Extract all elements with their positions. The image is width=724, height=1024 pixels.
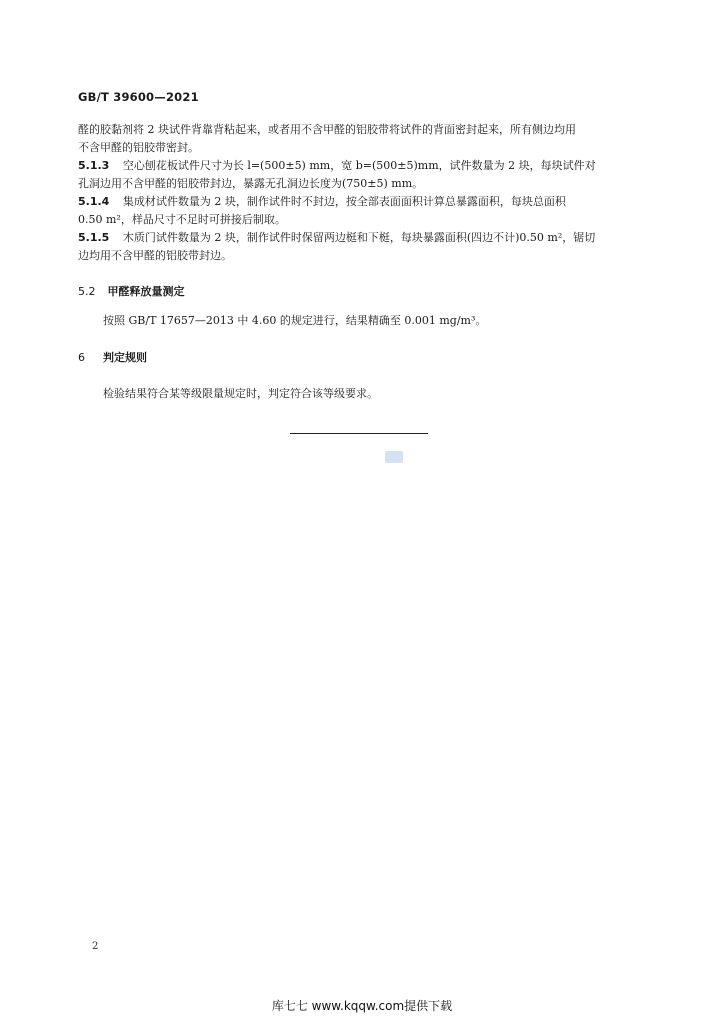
clause-5-1-4-line-2: 0.50 m²，样品尺寸不足时可拼接后制取。	[78, 213, 286, 226]
clause-5-1-3-line-2: 孔洞边用不含甲醛的铝胶带封边，暴露无孔洞边长度为(750±5) mm。	[78, 177, 424, 190]
clause-5-1-3	[78, 159, 596, 173]
continued-line-2: 不含甲醛的铝胶带密封。	[78, 141, 199, 154]
page-number: 2	[92, 941, 99, 952]
section-number: 5.2	[78, 285, 96, 298]
section-6-heading	[78, 349, 147, 365]
clause-5-1-5-line-2: 边均用不含甲醛的铝胶带封边。	[78, 249, 232, 262]
clause-5-1-4	[78, 195, 566, 209]
section-5-2-heading	[78, 283, 185, 299]
section-title: 甲醛释放量测定	[107, 285, 185, 298]
clause-text: 木质门试件数量为 2 块，制作试件时保留两边梃和下梃，每块暴露面积(四边不计)0.50 m²，锯切	[122, 231, 596, 244]
continued-line-1: 醛的胶黏剂将 2 块试件背靠背粘起来，或者用不含甲醛的铝胶带将试件的背面密封起来，所有侧边均用	[78, 123, 576, 136]
clause-number: 5.1.3	[78, 159, 110, 172]
end-rule	[290, 433, 428, 434]
clause-number: 5.1.5	[78, 231, 110, 244]
download-footer: 库七七 www.kqqw.com提供下载	[271, 999, 453, 1013]
clause-number: 5.1.4	[78, 195, 110, 208]
section-6-text: 检验结果符合某等级限量规定时，判定符合该等级要求。	[103, 387, 378, 400]
section-number: 6	[78, 351, 85, 364]
section-5-2-text: 按照 GB/T 17657—2013 中 4.60 的规定进行，结果精确至 0.001 mg/m³。	[103, 314, 487, 327]
standard-code-header: GB/T 39600—2021	[78, 90, 199, 104]
watermark-logo	[385, 451, 403, 463]
section-title: 判定规则	[103, 351, 147, 364]
clause-text: 集成材试件数量为 2 块，制作试件时不封边，按全部表面面积计算总暴露面积，每块总面积	[122, 195, 566, 208]
clause-5-1-5	[78, 231, 595, 245]
clause-text: 空心刨花板试件尺寸为长 l=(500±5) mm，宽 b=(500±5)mm，试件数量为 2 块，每块试件对	[122, 159, 596, 172]
